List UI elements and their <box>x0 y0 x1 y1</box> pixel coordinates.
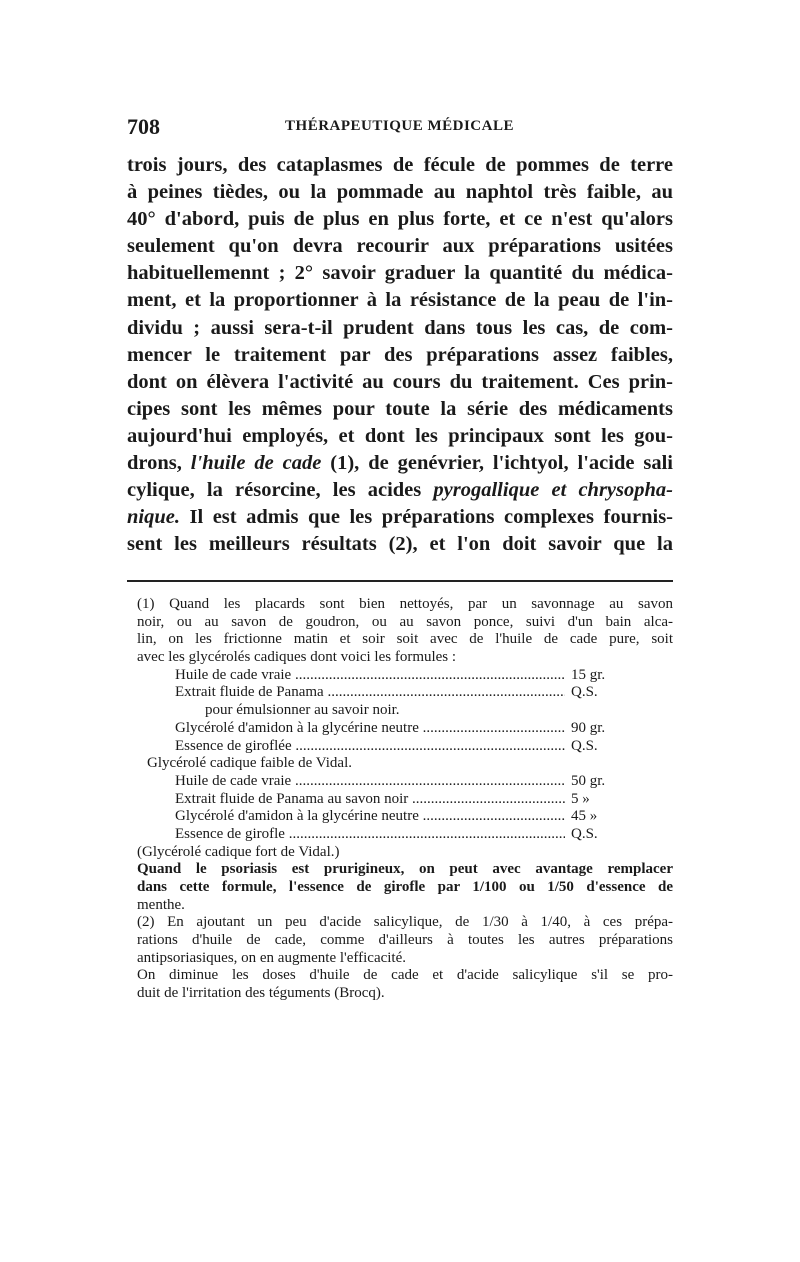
text-line: 40° d'abord, puis de plus en plus forte, et ce n'est qu'alors <box>127 208 673 231</box>
formula-row <box>137 738 673 756</box>
ingredient-name: Essence de giroflée ..... <box>175 738 565 756</box>
text-line: cipes sont les mêmes pour toute la série des médicaments <box>127 397 673 420</box>
text-line: à peines tièdes, ou la pommade au naphtol très faible, au <box>127 181 673 204</box>
text-segment: cylique, la résorcine, les acides <box>127 479 434 502</box>
ingredient-name: Huile de cade vraie ..... <box>175 667 565 685</box>
text-line: trois jours, des cataplasmes de fécule de pommes de terre <box>127 154 673 176</box>
ingredient-qty: 90 gr. <box>571 719 606 736</box>
ingredient-qty: 5 » <box>571 790 590 807</box>
text-line <box>127 504 673 531</box>
text-line <box>127 477 673 504</box>
text-line: dividu ; aussi sera-t-il prudent dans tous les cas, de com- <box>127 316 673 339</box>
footnote-line: On diminue les doses d'huile de cade et d'acide salicylique s'il se pro- <box>137 967 673 984</box>
footnote-line: antipsoriasiques, on en augmente l'efficacité. <box>137 949 406 966</box>
footnote-line: duit de l'irritation des téguments (Brocq). <box>137 985 385 1002</box>
text-line: aujourd'hui employés, et dont les principaux sont les gou- <box>127 424 673 447</box>
text-line <box>127 450 673 477</box>
footnote-line: rations d'huile de cade, comme d'ailleurs à toutes les autres préparations <box>137 932 673 949</box>
text-segment: Il est admis que les préparations complexes fournis- <box>179 506 673 529</box>
ingredient-qty: Q.S. <box>571 684 598 701</box>
text-segment: (1), de genévrier, l'ichtyol, l'acide sali <box>321 452 673 475</box>
ingredient-qty: 45 » <box>571 808 598 825</box>
formula-row <box>137 808 673 826</box>
formula-note: pour émulsionner au savoir noir. <box>205 702 400 719</box>
page-header <box>127 114 672 144</box>
footnote-line: noir, ou au savon de goudron, ou au savon ponce, suivi d'un bain alca- <box>137 613 673 630</box>
italic-term: l'huile de cade <box>190 452 322 475</box>
footnote-separator <box>127 580 673 582</box>
formula-row <box>137 720 673 738</box>
ingredient-name: Huile de cade vraie ..... <box>175 773 565 791</box>
footnote-line: dans cette formule, l'essence de girofle par 1/100 ou 1/50 d'essence de <box>137 879 673 895</box>
formula-row <box>137 667 673 685</box>
formula-row <box>137 773 673 791</box>
ingredient-qty: Q.S. <box>571 737 598 754</box>
formula-row <box>137 791 673 809</box>
ingredient-name: Essence de girofle ..... <box>175 826 565 844</box>
footnote-line: Quand le psoriasis est prurigineux, on peut avec avantage remplacer <box>137 861 673 878</box>
ingredient-name: Glycérolé d'amidon à la glycérine neutre ..... <box>175 808 565 826</box>
ingredient-name: Extrait fluide de Panama au savon noir ..... <box>175 791 565 809</box>
ingredient-name: Glycérolé d'amidon à la glycérine neutre ..... <box>175 720 565 738</box>
formula-row <box>137 684 673 702</box>
page-number: 708 <box>127 114 160 139</box>
footnote-line: menthe. <box>137 896 185 913</box>
footnote-line: (1) Quand les placards sont bien nettoyés, par un savonnage au savon <box>137 596 673 612</box>
footnote-line: avec les glycérolés cadiques dont voici les formules : <box>137 649 457 666</box>
footnotes <box>137 596 673 1003</box>
text-segment: drons, <box>127 452 191 475</box>
ingredient-qty: 50 gr. <box>571 772 606 789</box>
text-line: seulement qu'on devra recourir aux préparations usitées <box>127 235 673 258</box>
italic-term: pyrogallique et chrysopha- <box>433 479 673 502</box>
ingredient-name: Extrait fluide de Panama ..... <box>175 684 565 702</box>
main-text <box>127 152 673 558</box>
text-line: habituellemennt ; 2° savoir graduer la quantité du médica- <box>127 262 673 285</box>
italic-term: nique. <box>127 506 180 529</box>
text-line: ment, et la proportionner à la résistance de la peau de l'in- <box>127 289 673 312</box>
ingredient-qty: 15 gr. <box>571 666 606 683</box>
running-title: THÉRAPEUTIQUE MÉDICALE <box>285 118 514 134</box>
formula-row <box>137 826 673 844</box>
ingredient-qty: Q.S. <box>571 825 598 842</box>
formula-title: (Glycérolé cadique fort de Vidal.) <box>137 843 340 860</box>
text-line: sent les meilleurs résultats (2), et l'on doit savoir que la <box>127 533 673 556</box>
text-line: dont on élèvera l'activité au cours du traitement. Ces prin- <box>127 370 673 393</box>
footnote-line: (2) En ajoutant un peu d'acide salicylique, de 1/30 à 1/40, à ces prépa- <box>137 914 673 931</box>
footnote-line: lin, on les frictionne matin et soir soit avec de l'huile de cade pure, soit <box>137 631 673 648</box>
formula-title: Glycérolé cadique faible de Vidal. <box>147 755 352 772</box>
text-line: mencer le traitement par des préparations assez faibles, <box>127 343 673 366</box>
